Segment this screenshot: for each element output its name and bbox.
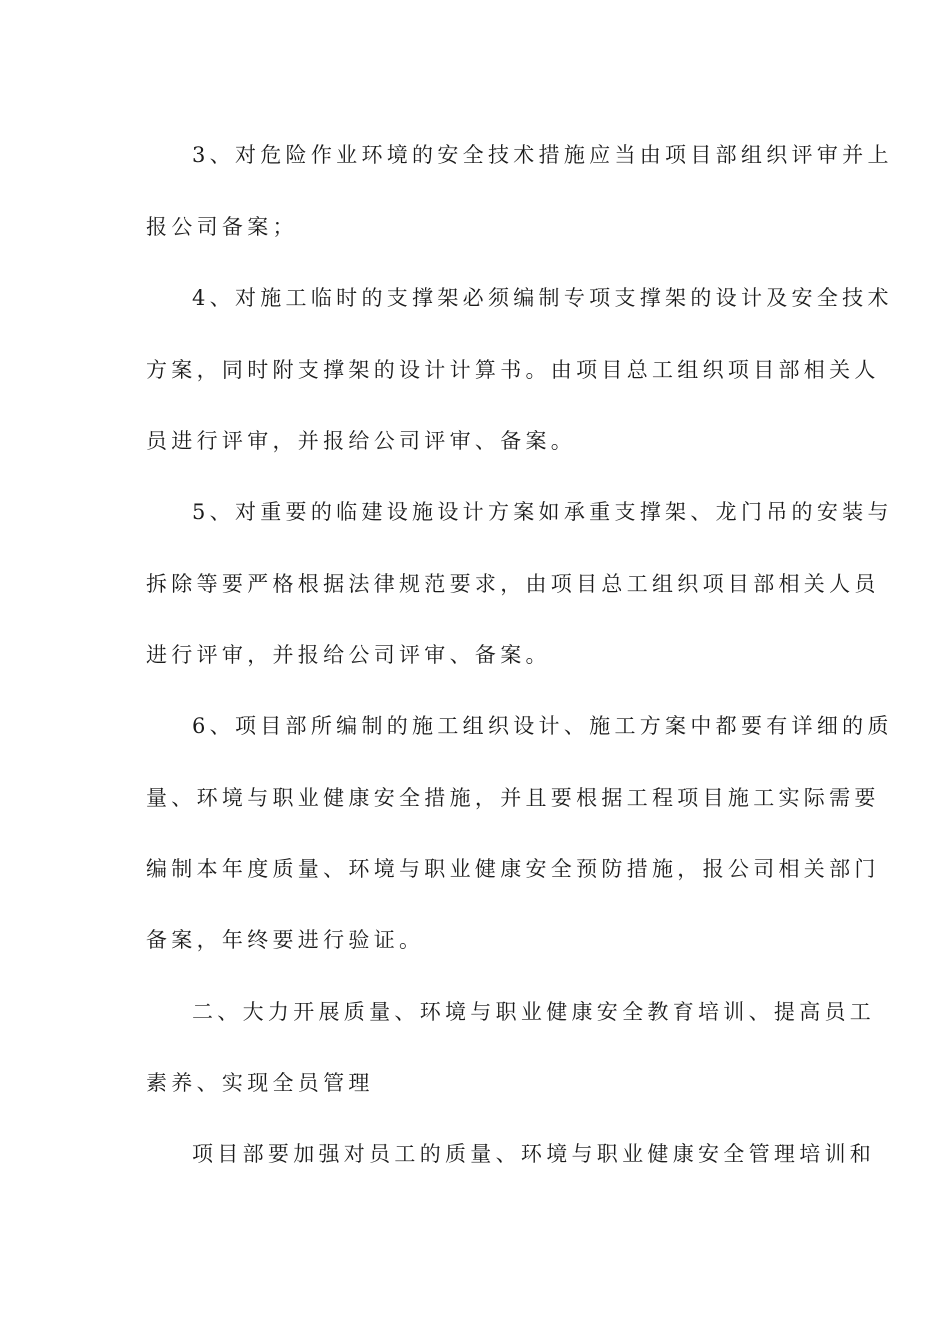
item-5-line-2: 拆除等要严格根据法律规范要求，由项目总工组织项目部相关人员 <box>146 572 880 596</box>
item-5-line-1: 5、对重要的临建设施设计方案如承重支撑架、龙门吊的安装与 <box>192 500 893 524</box>
item-6-line-1: 6、项目部所编制的施工组织设计、施工方案中都要有详细的质 <box>192 714 893 738</box>
section-2-heading-line-1: 二、大力开展质量、环境与职业健康安全教育培训、提高员工 <box>192 1000 876 1024</box>
item-3-line-1: 3、对危险作业环境的安全技术措施应当由项目部组织评审并上 <box>192 143 893 167</box>
item-4-line-3: 员进行评审，并报给公司评审、备案。 <box>146 429 577 453</box>
item-5-line-3: 进行评审，并报给公司评审、备案。 <box>146 643 551 667</box>
item-6-line-3: 编制本年度质量、环境与职业健康安全预防措施，报公司相关部门 <box>146 857 880 881</box>
section-2-paragraph-line-1: 项目部要加强对员工的质量、环境与职业健康安全管理培训和 <box>192 1142 876 1166</box>
item-6-line-4: 备案，年终要进行验证。 <box>146 928 425 952</box>
item-3-line-2: 报公司备案； <box>146 215 298 239</box>
section-2-heading-line-2: 素养、实现全员管理 <box>146 1071 374 1095</box>
item-4-line-2: 方案，同时附支撑架的设计计算书。由项目总工组织项目部相关人 <box>146 358 880 382</box>
item-6-line-2: 量、环境与职业健康安全措施，并且要根据工程项目施工实际需要 <box>146 786 880 810</box>
item-4-line-1: 4、对施工临时的支撑架必须编制专项支撑架的设计及安全技术 <box>192 286 893 310</box>
